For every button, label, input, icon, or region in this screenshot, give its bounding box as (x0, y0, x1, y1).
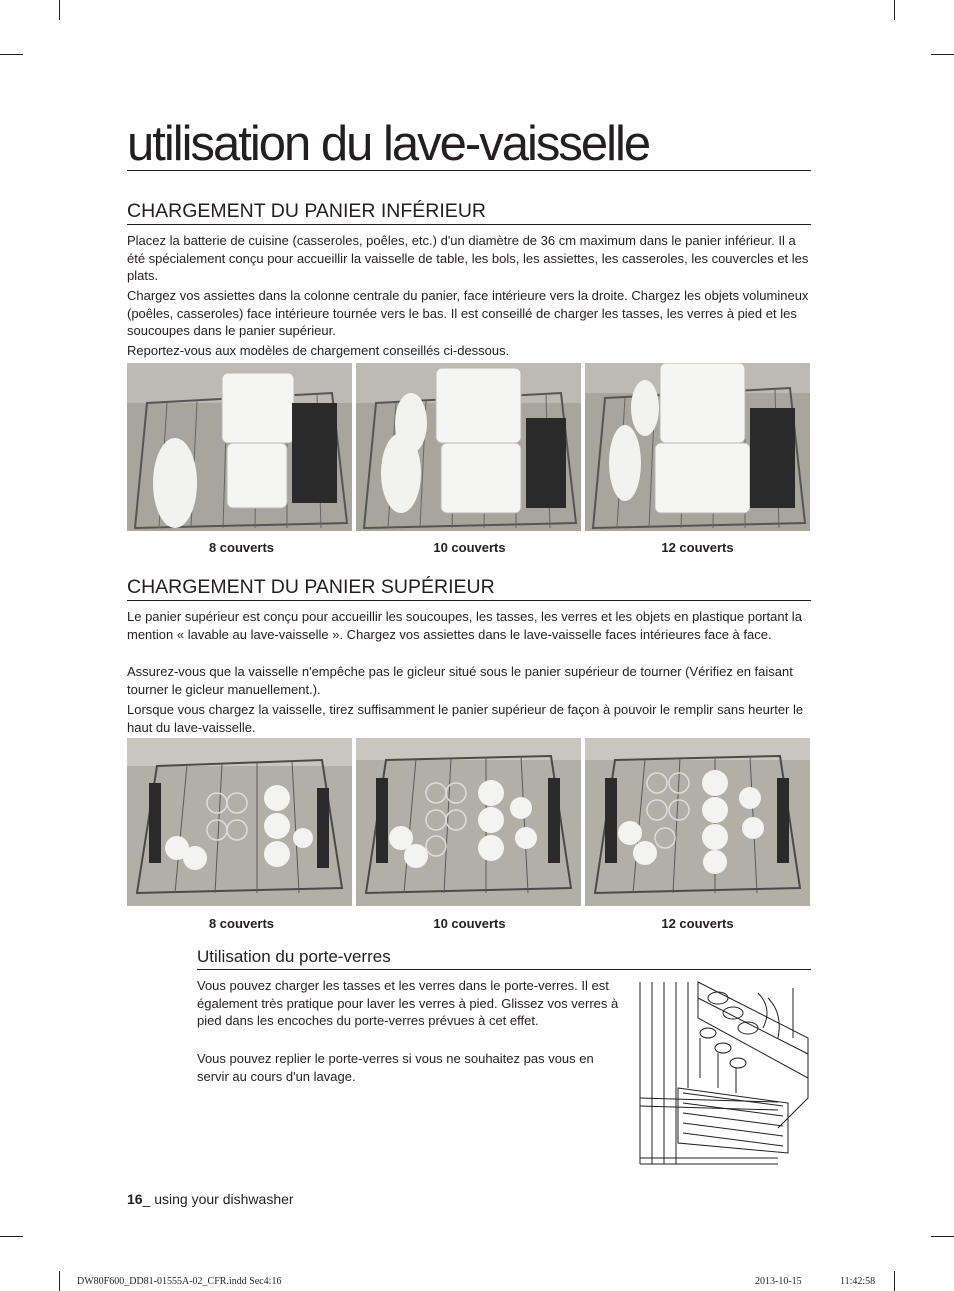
section-heading-lower-basket: CHARGEMENT DU PANIER INFÉRIEUR (127, 199, 811, 225)
crop-mark (0, 54, 23, 55)
crop-mark (59, 1271, 60, 1291)
page-number: 16 (127, 1191, 143, 1207)
upper-basket-12-place-photo (585, 738, 810, 906)
crop-mark (894, 1271, 895, 1291)
caption-12-couverts: 12 couverts (661, 540, 734, 555)
subsection-heading-glass-holder: Utilisation du porte-verres (197, 946, 811, 970)
lower-basket-10-place-photo (356, 363, 581, 531)
crop-mark (59, 0, 60, 20)
section-heading-upper-basket: CHARGEMENT DU PANIER SUPÉRIEUR (127, 575, 811, 601)
print-time: 11:42:58 (840, 1276, 876, 1287)
paragraph: Le panier supérieur est conçu pour accueillir les soucoupes, les tasses, les verres et les objets en plastique portant la mention « lavable au lave-vaisselle ». Chargez vos assiettes dans le lave-vaisselle faces intérieures face à face. (127, 609, 802, 642)
crop-mark (894, 0, 895, 20)
paragraph: Placez la batterie de cuisine (casseroles, poêles, etc.) d'un diamètre de 36 cm maximum dans le panier inférieur. Il a été spécialement conçu pour accueillir la vaisselle de table, les bols, les assiettes, les casseroles, les couvercles et les plats. (127, 233, 809, 283)
caption-10-couverts: 10 couverts (433, 540, 506, 555)
caption-10-couverts: 10 couverts (433, 916, 506, 931)
paragraph: Vous pouvez charger les tasses et les verres dans le porte-verres. Il est également très pratique pour laver les verres à pied. Glissez vos verres à pied dans les encoches du porte-verres prévues à cet effet. (197, 978, 619, 1028)
caption-12-couverts: 12 couverts (661, 916, 734, 931)
crop-mark (931, 54, 954, 55)
page-title: utilisation du lave-vaisselle (127, 118, 811, 171)
paragraph: Chargez vos assiettes dans la colonne centrale du panier, face intérieure vers la droite. Chargez les objets volumineux (poêles, casseroles) face intérieure tournée vers le bas. Il est conseillé de charger les tasses, les verres à pied et les soucoupes dans le panier supérieur. (127, 288, 809, 338)
crop-mark (0, 1236, 23, 1237)
paragraph: Lorsque vous chargez la vaisselle, tirez suffisamment le panier supérieur de façon à pouvoir le remplir sans heurter le haut du lave-vaisselle. (127, 702, 804, 735)
paragraph: Vous pouvez replier le porte-verres si vous ne souhaitez pas vous en servir au cours d'un lavage. (197, 1051, 594, 1084)
print-date: 2013-10-15 (755, 1276, 802, 1287)
print-file-info: DW80F600_DD81-01555A-02_CFR.indd Sec4:16 (77, 1276, 282, 1287)
footer-text: _ using your dishwasher (142, 1191, 294, 1207)
paragraph: Reportez-vous aux modèles de chargement conseillés ci-dessous. (127, 343, 510, 358)
page-footer (127, 1191, 294, 1207)
upper-basket-10-place-photo (356, 738, 581, 906)
caption-8-couverts: 8 couverts (208, 540, 275, 555)
upper-basket-8-place-photo (127, 738, 352, 906)
lower-basket-8-place-photo (127, 363, 352, 531)
crop-mark (931, 1236, 954, 1237)
glass-holder-illustration (638, 978, 812, 1166)
lower-basket-12-place-photo (585, 363, 810, 531)
paragraph: Assurez-vous que la vaisselle n'empêche pas le gicleur situé sous le panier supérieur de tourner (Vérifiez en faisant tourner le gicleur manuellement.). (127, 664, 793, 697)
caption-8-couverts: 8 couverts (208, 916, 275, 931)
